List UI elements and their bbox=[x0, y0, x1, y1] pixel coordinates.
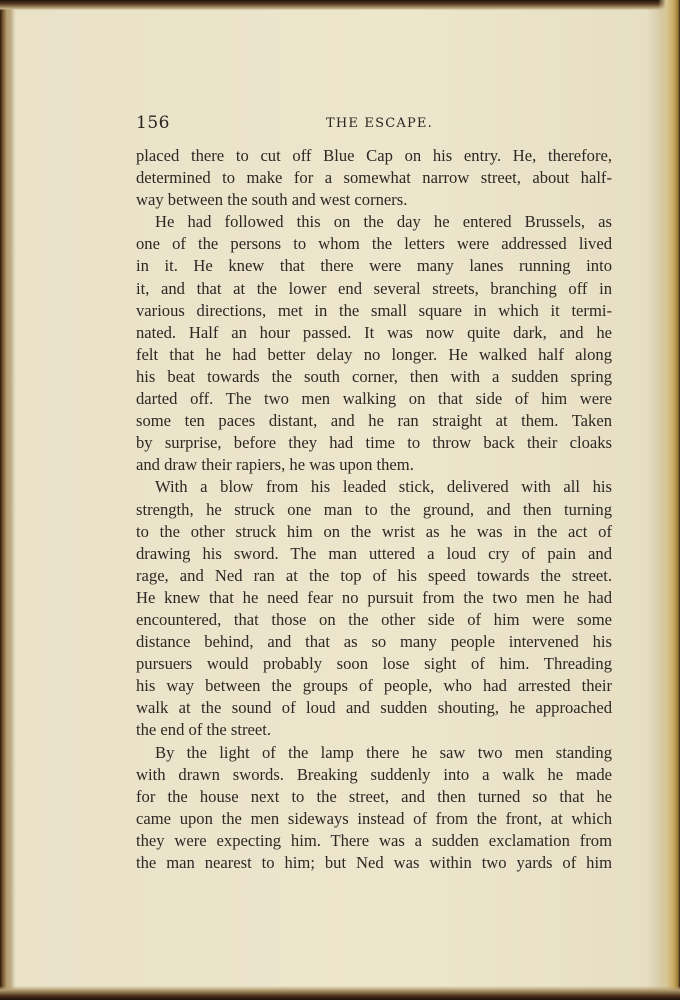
text-line: By the light of the lamp there he saw two men standing bbox=[155, 742, 612, 762]
text-line: various directions, met in the small square in which it termi- bbox=[136, 300, 612, 320]
text-line: the end of the street. bbox=[136, 720, 272, 740]
text-line: walk at the sound of loud and sudden shouting, he approached bbox=[136, 698, 612, 718]
text-line: determined to make for a somewhat narrow street, about half- bbox=[136, 168, 612, 188]
body-text bbox=[136, 145, 612, 874]
text-line: and draw their rapiers, he was upon them. bbox=[136, 455, 414, 475]
running-head bbox=[136, 113, 612, 133]
text-line: He had followed this on the day he entered Brussels, as bbox=[155, 212, 612, 232]
text-line: With a blow from his leaded stick, delivered with all his bbox=[155, 477, 612, 497]
text-line: the man nearest to him; but Ned was within two yards of him bbox=[136, 853, 612, 872]
text-line: He knew that he need fear no pursuit from the two men he had bbox=[136, 587, 612, 607]
text-line: in it. He knew that there were many lanes running into bbox=[136, 256, 612, 276]
text-line: strength, he struck one man to the ground, and then turning bbox=[136, 499, 612, 519]
text-line: with drawn swords. Breaking suddenly into a walk he made bbox=[136, 764, 612, 784]
text-line: it, and that at the lower end several streets, branching off in bbox=[136, 278, 612, 298]
text-line: for the house next to the street, and then turned so that he bbox=[136, 786, 612, 806]
text-line: by surprise, before they had time to throw back their cloaks bbox=[136, 433, 612, 453]
page-top-edge bbox=[0, 0, 680, 10]
text-line: drawing his sword. The man uttered a loud cry of pain and bbox=[136, 543, 612, 563]
text-line: they were expecting him. There was a sudden exclamation from bbox=[136, 830, 612, 850]
text-line: felt that he had better delay no longer. He walked half along bbox=[136, 344, 612, 364]
running-head-title: THE ESCAPE. bbox=[326, 116, 433, 131]
page-left-edge bbox=[0, 0, 16, 1000]
page-bottom-edge bbox=[0, 986, 680, 1000]
text-line: his way between the groups of people, who had arrested their bbox=[136, 676, 612, 696]
text-line: came upon the men sideways instead of from the front, at which bbox=[136, 808, 612, 828]
text-line: nated. Half an hour passed. It was now quite dark, and he bbox=[136, 322, 612, 342]
text-line: placed there to cut off Blue Cap on his entry. He, therefore, bbox=[136, 146, 612, 165]
text-line: to the other struck him on the wrist as he was in the act of bbox=[136, 521, 612, 541]
text-line: pursuers would probably soon lose sight of him. Threading bbox=[136, 654, 612, 674]
text-line: darted off. The two men walking on that side of him were bbox=[136, 389, 612, 409]
text-line: encountered, that those on the other side of him were some bbox=[136, 609, 612, 629]
page-right-edge bbox=[658, 0, 680, 1000]
text-line: way between the south and west corners. bbox=[136, 190, 408, 210]
text-line: rage, and Ned ran at the top of his speed towards the street. bbox=[136, 565, 612, 585]
text-line: one of the persons to whom the letters were addressed lived bbox=[136, 234, 612, 254]
page-number: 156 bbox=[136, 113, 170, 133]
text-line: his beat towards the south corner, then with a sudden spring bbox=[136, 366, 612, 386]
text-line: distance behind, and that as so many people intervened his bbox=[136, 632, 612, 652]
text-line: some ten paces distant, and he ran straight at them. Taken bbox=[136, 411, 612, 431]
